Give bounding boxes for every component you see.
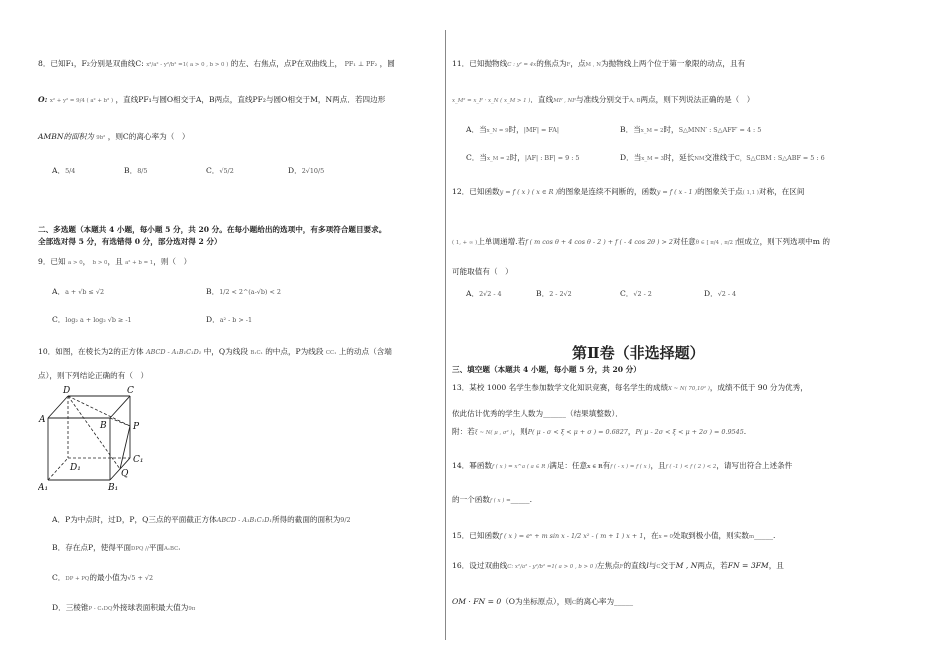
part2-title: 第Ⅱ卷（非选择题） [572, 344, 705, 362]
q10-option-d[interactable]: D．三棱锥P - C₁DQ外接球表面积最大值为9π [52, 603, 196, 612]
q8-stem-c: ，圆 [379, 59, 395, 68]
label-b1: B₁ [108, 483, 119, 492]
q11-option-c[interactable]: C．当x_M = 2时，|AF| : BF| = 9 : 5 [466, 153, 580, 162]
label-a: A [39, 415, 46, 425]
q16-line2: OM · FN = 0（O为坐标原点），则C的离心率为_____ [452, 597, 634, 606]
q10-line2: 点），则下列结论正确的有（ ） [38, 371, 149, 380]
q9-cond-c: a² + b = 1 [125, 260, 154, 266]
cube-diagram [38, 382, 158, 492]
q10-segment-cc1: CC₁ [325, 350, 337, 356]
q8-line1 [38, 58, 395, 71]
q8-stem: 8．已知F₁，F₂分别是双曲线C: [38, 59, 144, 68]
q12-option-c[interactable]: C．√2 - 2 [620, 289, 652, 298]
section2-heading-1: 二、多选题（本题共 4 小题，每小题 5 分，共 20 分。在每小题给出的选项中，有多项符合题目要求。 [38, 225, 387, 234]
q8-circle-eq: x² + y² = 9/4 ( a² + b² ) [49, 98, 114, 104]
left-column [38, 0, 438, 672]
q10-line1: 10．如图，在棱长为2的正方体 ABCD - A₁B₁C₁D₁ 中，Q为线段 B₁C₁ 的中点，P为线段 CC₁ 上的动点（含端 [38, 347, 392, 356]
q14-line2: 的一个函数f ( x ) =_____. [452, 495, 532, 504]
q9-stem: 9．已知 a > 0， b > 0，且 a² + b = 1，则（ ） [38, 257, 192, 266]
edge-a1d1 [48, 458, 68, 480]
segment-dp [68, 396, 130, 426]
q8-perpendicular: PF₁ ⊥ PF₂ [344, 60, 378, 68]
q12-option-d[interactable]: D．√2 - 4 [704, 289, 737, 298]
q13-line3: 附：若ξ ~ N( μ , σ² )，则P( μ - σ < ξ < μ + σ ) = 0.6827，P( μ - 2σ < ξ < μ + 2σ ) = 0.9545. [452, 427, 747, 436]
q8-stem-d: ，直线PF₁与圆O相交于A，B两点，直线PF₂与圆O相交于M，N两点．若四边形 [115, 95, 386, 104]
q12-line1: 12．已知函数y = f ( x ) ( x ∈ R )的图象是连续不间断的，函数y = f ( x - 1 )的图象关于点( 1,1 )对称，在区间 [452, 187, 805, 196]
q12-option-b[interactable]: B．2 - 2√2 [536, 289, 572, 298]
q9-cond-b: b > 0 [92, 260, 108, 266]
q9-option-a[interactable]: A．a + √b ≤ √2 [52, 287, 105, 296]
q16-line1: 16．设过双曲线C: x²/a² - y²/b² =1( a > 0 , b > 0 )左焦点F的直线l与C交于M , N两点，若FN = 3FM，且 [452, 561, 784, 570]
column-divider [445, 30, 446, 640]
q11-condition: x_M² = x_F · x_N ( x_M > 1 ) [452, 98, 531, 104]
label-c1: C₁ [133, 455, 144, 465]
q8-option-d[interactable]: D．2√10/5 [288, 166, 325, 175]
q9-cond-a: a > 0 [68, 260, 83, 266]
q11-option-b[interactable]: B．当x_M = 2时，S△MNN′ : S△AFF′ = 4 : 5 [620, 125, 762, 134]
q8-circle-label: O: [38, 95, 48, 104]
label-d: D [63, 386, 71, 396]
section2-heading-2: 全部选对得 5 分，有选错得 0 分，部分选对得 2 分） [38, 237, 222, 246]
q8-area-value: 9b² [96, 135, 106, 141]
q8-option-c[interactable]: C．√5/2 [206, 166, 234, 175]
segment-pq [120, 426, 130, 469]
q8-question: ，则C的离心率为（ ） [107, 132, 190, 141]
q11-line2: x_M² = x_F · x_N ( x_M > 1 )．直线MF , NF与准线分别交于A, B两点，则下列说法正确的是（ ） [452, 95, 755, 104]
q15-answer-blank[interactable]: _____. [754, 531, 776, 540]
label-d1: D₁ [70, 463, 81, 473]
q9-option-d[interactable]: D．a² - b > -1 [206, 315, 253, 324]
q10-option-a[interactable]: A．P为中点时，过D，P，Q三点的平面截正方体ABCD - A₁B₁C₁D₁所得的截面的面积为9/2 [52, 515, 351, 524]
q10-option-c[interactable]: C．DP + PQ的最小值为√5 + √2 [52, 573, 154, 582]
q11-option-a[interactable]: A．当x_N = 9时，|MF| = FA| [466, 125, 560, 134]
q8-hyperbola-eq: x²/a² - y²/b² =1( a > 0 , b > 0 ) [146, 62, 229, 68]
q8-area-text: AMBN的面积为 [38, 132, 94, 141]
q10-segment-b1c1: B₁C₁ [250, 350, 263, 356]
q8-stem-b: 的左、右焦点，点P在双曲线上， [230, 59, 343, 68]
q14-answer-blank[interactable]: _____. [510, 495, 532, 504]
q12-option-a[interactable]: A．2√2 - 4 [466, 289, 502, 298]
q8-option-a[interactable]: A．5/4 [52, 166, 76, 175]
q8-line3 [38, 131, 190, 144]
q12-line3: 可能取值有（ ） [452, 267, 513, 276]
edge-ad [48, 396, 68, 418]
label-a1: A₁ [38, 483, 49, 492]
q13-line2: 依此估计优秀的学生人数为______（结果填整数）． [452, 409, 623, 418]
q10-cube-name: ABCD - A₁B₁C₁D₁ [146, 348, 202, 356]
q8-option-b[interactable]: B．8/5 [124, 166, 148, 175]
q16-answer-blank[interactable]: 的离心率为_____ [576, 597, 634, 606]
label-c: C [127, 386, 134, 396]
right-column [452, 0, 922, 672]
label-b: B [100, 421, 107, 431]
q15-line1: 15．已知函数f ( x ) = eˣ + m sin x - 1/2 x² - ( m + 1 ) x + 1，在x = 0处取到极小值，则实数m_____. [452, 531, 776, 540]
label-p: P [133, 422, 140, 432]
q9-option-c[interactable]: C．log₂ a + log₂ √b ≥ -1 [52, 315, 132, 324]
section3-heading: 三、填空题（本题共 4 小题，每小题 5 分，共 20 分） [452, 365, 641, 374]
q14-line1: 14．幂函数f ( x ) = x^a ( a ∈ R )满足：任意x ∈ R有f ( - x ) = f ( x )，且f ( -1 ) < f ( 2 ) < 2，请写出符合上述条件 [452, 461, 793, 470]
q11-line1: 11．已知抛物线C : y² = 4x的焦点为F，点M , N为抛物线上两个位于第一象限的动点，且有 [452, 59, 746, 68]
q11-option-d[interactable]: D．当x_M = 3时，延长NM交准线于C，S△CBM : S△ABF = 5 : 6 [620, 153, 825, 162]
q9-option-b[interactable]: B．1/2 < 2^(a-√b) < 2 [206, 287, 281, 296]
edge-bc [110, 396, 130, 418]
label-q: Q [121, 469, 129, 479]
q12-line2: ( 1, + ∞ )上单调递增.若f ( m cos θ + 4 cos θ - 2 ) + f ( - 4 cos 2θ ) > 2对任意θ ∈ [ π/4 , π/2 ]恒成立，则下列选项中m 的 [452, 237, 830, 246]
q11-parabola-eq: C : y² = 4x [507, 62, 537, 68]
q8-line2 [38, 94, 385, 107]
q10-option-b[interactable]: B．存在点P，使得平面DPQ //平面A₁BC₁ [52, 543, 181, 552]
q13-line1: 13．某校 1000 名学生参加数学文化知识竞赛，每名学生的成绩X ~ N( 70,10² )，成绩不低于 90 分为优秀， [452, 383, 808, 392]
